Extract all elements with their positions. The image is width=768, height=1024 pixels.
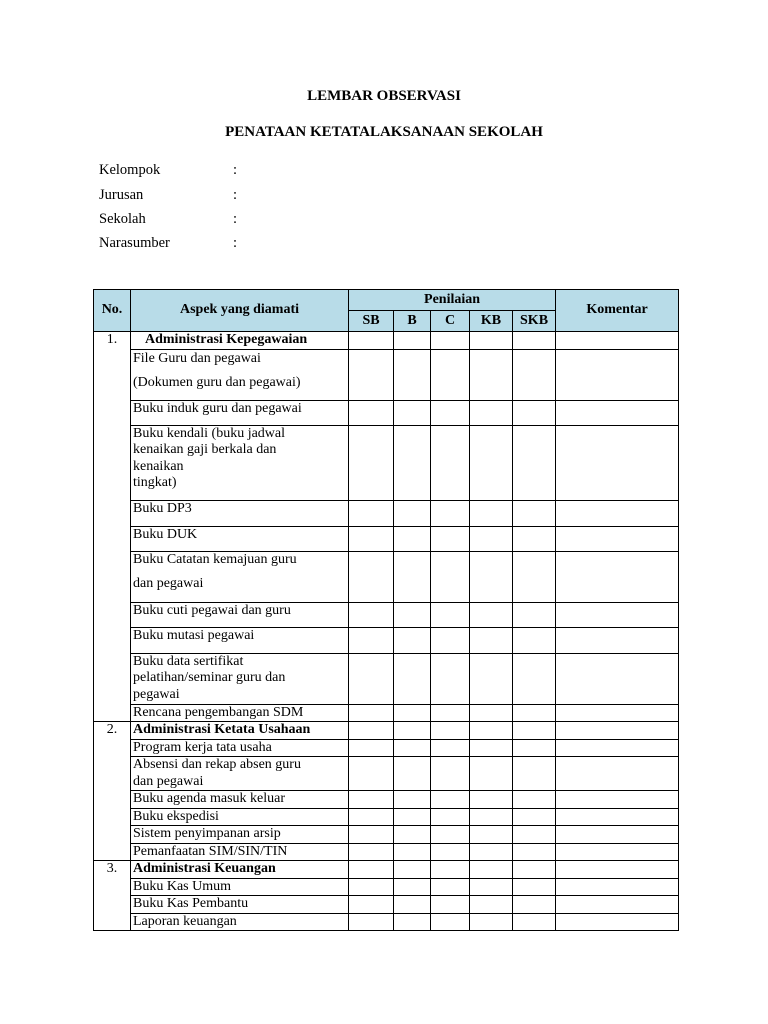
rating-cell-c[interactable] [431,808,470,826]
aspect-text: File Guru dan pegawai [133,350,261,366]
aspect-text: dan pegawai [133,576,204,591]
rating-cell-c[interactable] [431,826,470,844]
rating-cell-skb[interactable] [513,843,556,861]
header-skb: SKB [513,311,556,332]
rating-cell-c[interactable] [431,332,470,350]
aspect-cell [131,896,349,914]
rating-cell-sb[interactable] [349,739,394,757]
aspect-text: Pemanfaatan SIM/SIN/TIN [133,843,288,859]
rating-cell-c[interactable] [431,791,470,809]
rating-cell-skb[interactable] [513,704,556,722]
komentar-cell[interactable] [556,627,679,653]
rating-cell-sb[interactable] [349,808,394,826]
komentar-cell[interactable] [556,653,679,704]
aspect-cell [131,400,349,425]
rating-cell-sb[interactable] [349,843,394,861]
table-row [94,425,679,500]
info-separator: : [233,162,238,178]
section-row [94,332,679,350]
table-row [94,757,679,791]
table-row [94,878,679,896]
aspect-text: Buku cuti pegawai dan guru [133,602,291,618]
rating-cell-kb[interactable] [470,332,513,350]
rating-cell-skb[interactable] [513,551,556,602]
rating-cell-c[interactable] [431,627,470,653]
aspect-cell [131,653,349,704]
rating-cell-kb[interactable] [470,602,513,627]
rating-cell-kb[interactable] [470,878,513,896]
rating-cell-c[interactable] [431,757,470,791]
komentar-cell[interactable] [556,704,679,722]
rating-cell-kb[interactable] [470,526,513,551]
section-title: Administrasi Kepegawaian [131,332,349,350]
rating-cell-skb[interactable] [513,861,556,879]
aspect-text: (Dokumen guru dan pegawai) [133,375,301,390]
aspect-text: Buku kendali (buku jadwal [133,425,286,441]
header-aspek: Aspek yang diamati [131,290,349,332]
document-title: LEMBAR OBSERVASI [307,88,461,104]
komentar-cell[interactable] [556,349,679,400]
rating-cell-b[interactable] [394,808,431,826]
rating-cell-kb[interactable] [470,704,513,722]
aspect-text: Buku Kas Pembantu [133,896,249,911]
table-row [94,627,679,653]
rating-cell-kb[interactable] [470,425,513,500]
rating-cell-c[interactable] [431,722,470,740]
aspect-cell [131,425,349,500]
table-row [94,400,679,425]
header-penilaian: Penilaian [349,290,556,311]
aspect-text: Program kerja tata usaha [133,739,272,755]
header-komentar: Komentar [556,290,679,332]
info-field-narasumber [99,235,237,252]
aspect-cell [131,551,349,602]
komentar-cell[interactable] [556,861,679,879]
komentar-cell[interactable] [556,526,679,551]
aspect-text: kenaikan gaji berkala dan [133,442,277,457]
table-row [94,791,679,809]
komentar-cell[interactable] [556,739,679,757]
rating-cell-skb[interactable] [513,627,556,653]
rating-cell-sb[interactable] [349,500,394,526]
aspect-text: Buku DUK [133,526,198,542]
info-label: Narasumber [99,235,170,251]
aspect-text: Buku DP3 [133,500,192,516]
rating-cell-skb[interactable] [513,878,556,896]
rating-cell-kb[interactable] [470,500,513,526]
rating-cell-sb[interactable] [349,332,394,350]
rating-cell-kb[interactable] [470,826,513,844]
komentar-cell[interactable] [556,808,679,826]
info-separator: : [233,211,238,227]
header-sb: SB [349,311,394,332]
aspect-text: pelatihan/seminar guru dan [133,670,286,685]
rating-cell-c[interactable] [431,843,470,861]
rating-cell-kb[interactable] [470,861,513,879]
rating-cell-kb[interactable] [470,349,513,400]
aspect-text: Buku Kas Umum [133,878,231,894]
komentar-cell[interactable] [556,551,679,602]
aspect-text: Buku Catatan kemajuan guru [133,551,297,567]
rating-cell-b[interactable] [394,602,431,627]
rating-cell-b[interactable] [394,400,431,425]
rating-cell-b[interactable] [394,704,431,722]
table-row [94,913,679,931]
info-separator: : [233,235,238,251]
rating-cell-b[interactable] [394,913,431,931]
rating-cell-skb[interactable] [513,757,556,791]
rating-cell-skb[interactable] [513,826,556,844]
aspect-cell [131,808,349,826]
aspect-cell [131,526,349,551]
komentar-cell[interactable] [556,896,679,914]
rating-cell-skb[interactable] [513,896,556,914]
rating-cell-b[interactable] [394,332,431,350]
info-field-kelompok [99,162,237,179]
komentar-cell[interactable] [556,843,679,861]
aspect-cell [131,878,349,896]
section-number: 3. [94,861,131,931]
info-separator: : [233,187,238,203]
table-body [94,332,679,931]
rating-cell-c[interactable] [431,500,470,526]
rating-cell-b[interactable] [394,722,431,740]
aspect-cell [131,704,349,722]
rating-cell-skb[interactable] [513,791,556,809]
rating-cell-b[interactable] [394,627,431,653]
rating-cell-skb[interactable] [513,425,556,500]
rating-cell-kb[interactable] [470,757,513,791]
aspect-cell [131,913,349,931]
section-title: Administrasi Ketata Usahaan [131,722,349,740]
aspect-text: Absensi dan rekap absen guru [133,757,301,772]
table-row [94,349,679,400]
aspect-cell [131,791,349,809]
info-field-sekolah [99,211,237,228]
komentar-cell[interactable] [556,826,679,844]
header-kb: KB [470,311,513,332]
rating-cell-sb[interactable] [349,722,394,740]
rating-cell-skb[interactable] [513,500,556,526]
aspect-text: Buku data sertifikat [133,653,244,669]
table-row [94,526,679,551]
aspect-cell [131,826,349,844]
rating-cell-kb[interactable] [470,722,513,740]
komentar-cell[interactable] [556,722,679,740]
header-no: No. [94,290,131,332]
table-row [94,808,679,826]
rating-cell-c[interactable] [431,400,470,425]
table-row [94,500,679,526]
rating-cell-kb[interactable] [470,739,513,757]
info-label: Jurusan [99,187,144,203]
table-row [94,843,679,861]
rating-cell-sb[interactable] [349,878,394,896]
rating-cell-sb[interactable] [349,526,394,551]
rating-cell-b[interactable] [394,757,431,791]
table-row [94,653,679,704]
section-row [94,861,679,879]
rating-cell-b[interactable] [394,526,431,551]
rating-cell-skb[interactable] [513,400,556,425]
komentar-cell[interactable] [556,913,679,931]
observation-table [93,289,679,931]
komentar-cell[interactable] [556,332,679,350]
table-row [94,826,679,844]
rating-cell-b[interactable] [394,349,431,400]
rating-cell-b[interactable] [394,791,431,809]
rating-cell-sb[interactable] [349,653,394,704]
aspect-text: kenaikan [133,458,184,474]
komentar-cell[interactable] [556,400,679,425]
aspect-cell [131,757,349,791]
rating-cell-skb[interactable] [513,739,556,757]
rating-cell-c[interactable] [431,704,470,722]
aspect-text: Buku agenda masuk keluar [133,791,286,806]
rating-cell-skb[interactable] [513,653,556,704]
document-subtitle: PENATAAN KETATALAKSANAAN SEKOLAH [225,124,543,140]
aspect-text: tingkat) [133,475,177,490]
komentar-cell[interactable] [556,500,679,526]
rating-cell-c[interactable] [431,551,470,602]
rating-cell-sb[interactable] [349,602,394,627]
section-title: Administrasi Keuangan [131,861,349,879]
info-label: Kelompok [99,162,161,178]
komentar-cell[interactable] [556,757,679,791]
rating-cell-c[interactable] [431,739,470,757]
rating-cell-c[interactable] [431,878,470,896]
rating-cell-c[interactable] [431,425,470,500]
table-row [94,704,679,722]
rating-cell-sb[interactable] [349,349,394,400]
rating-cell-skb[interactable] [513,602,556,627]
rating-cell-kb[interactable] [470,791,513,809]
komentar-cell[interactable] [556,791,679,809]
rating-cell-c[interactable] [431,653,470,704]
aspect-text: Buku induk guru dan pegawai [133,400,302,416]
rating-cell-sb[interactable] [349,425,394,500]
rating-cell-skb[interactable] [513,526,556,551]
rating-cell-kb[interactable] [470,627,513,653]
rating-cell-c[interactable] [431,861,470,879]
rating-cell-kb[interactable] [470,896,513,914]
rating-cell-skb[interactable] [513,332,556,350]
section-number: 2. [94,722,131,861]
rating-cell-c[interactable] [431,896,470,914]
aspect-text: Rencana pengembangan SDM [133,704,304,720]
rating-cell-kb[interactable] [470,843,513,861]
info-field-jurusan [99,187,237,204]
rating-cell-b[interactable] [394,878,431,896]
rating-cell-skb[interactable] [513,913,556,931]
table-row [94,602,679,627]
aspect-text: dan pegawai [133,773,204,789]
rating-cell-kb[interactable] [470,551,513,602]
rating-cell-c[interactable] [431,349,470,400]
rating-cell-sb[interactable] [349,791,394,809]
rating-cell-b[interactable] [394,826,431,844]
rating-cell-b[interactable] [394,500,431,526]
rating-cell-kb[interactable] [470,653,513,704]
table-row [94,551,679,602]
table-row [94,739,679,757]
aspect-text: Laporan keuangan [133,913,237,929]
aspect-text: pegawai [133,686,180,702]
rating-cell-sb[interactable] [349,551,394,602]
rating-cell-sb[interactable] [349,826,394,844]
aspect-cell [131,602,349,627]
rating-cell-b[interactable] [394,861,431,879]
rating-cell-b[interactable] [394,843,431,861]
komentar-cell[interactable] [556,602,679,627]
rating-cell-sb[interactable] [349,896,394,914]
aspect-text: Sistem penyimpanan arsip [133,826,281,841]
rating-cell-skb[interactable] [513,808,556,826]
info-label: Sekolah [99,211,146,227]
rating-cell-sb[interactable] [349,400,394,425]
header-c: C [431,311,470,332]
rating-cell-c[interactable] [431,602,470,627]
rating-cell-b[interactable] [394,896,431,914]
rating-cell-kb[interactable] [470,808,513,826]
section-row [94,722,679,740]
rating-cell-b[interactable] [394,653,431,704]
aspect-cell [131,500,349,526]
rating-cell-sb[interactable] [349,861,394,879]
rating-cell-kb[interactable] [470,400,513,425]
rating-cell-sb[interactable] [349,704,394,722]
aspect-cell [131,843,349,861]
rating-cell-sb[interactable] [349,913,394,931]
aspect-text: Buku mutasi pegawai [133,627,255,643]
rating-cell-c[interactable] [431,913,470,931]
rating-cell-b[interactable] [394,739,431,757]
rating-cell-c[interactable] [431,526,470,551]
header-b: B [394,311,431,332]
section-number: 1. [94,332,131,722]
rating-cell-sb[interactable] [349,757,394,791]
rating-cell-skb[interactable] [513,722,556,740]
aspect-cell [131,627,349,653]
komentar-cell[interactable] [556,878,679,896]
rating-cell-b[interactable] [394,425,431,500]
rating-cell-b[interactable] [394,551,431,602]
aspect-cell [131,349,349,400]
rating-cell-kb[interactable] [470,913,513,931]
aspect-text: Buku ekspedisi [133,808,219,824]
aspect-cell [131,739,349,757]
rating-cell-sb[interactable] [349,627,394,653]
komentar-cell[interactable] [556,425,679,500]
rating-cell-skb[interactable] [513,349,556,400]
table-row [94,896,679,914]
